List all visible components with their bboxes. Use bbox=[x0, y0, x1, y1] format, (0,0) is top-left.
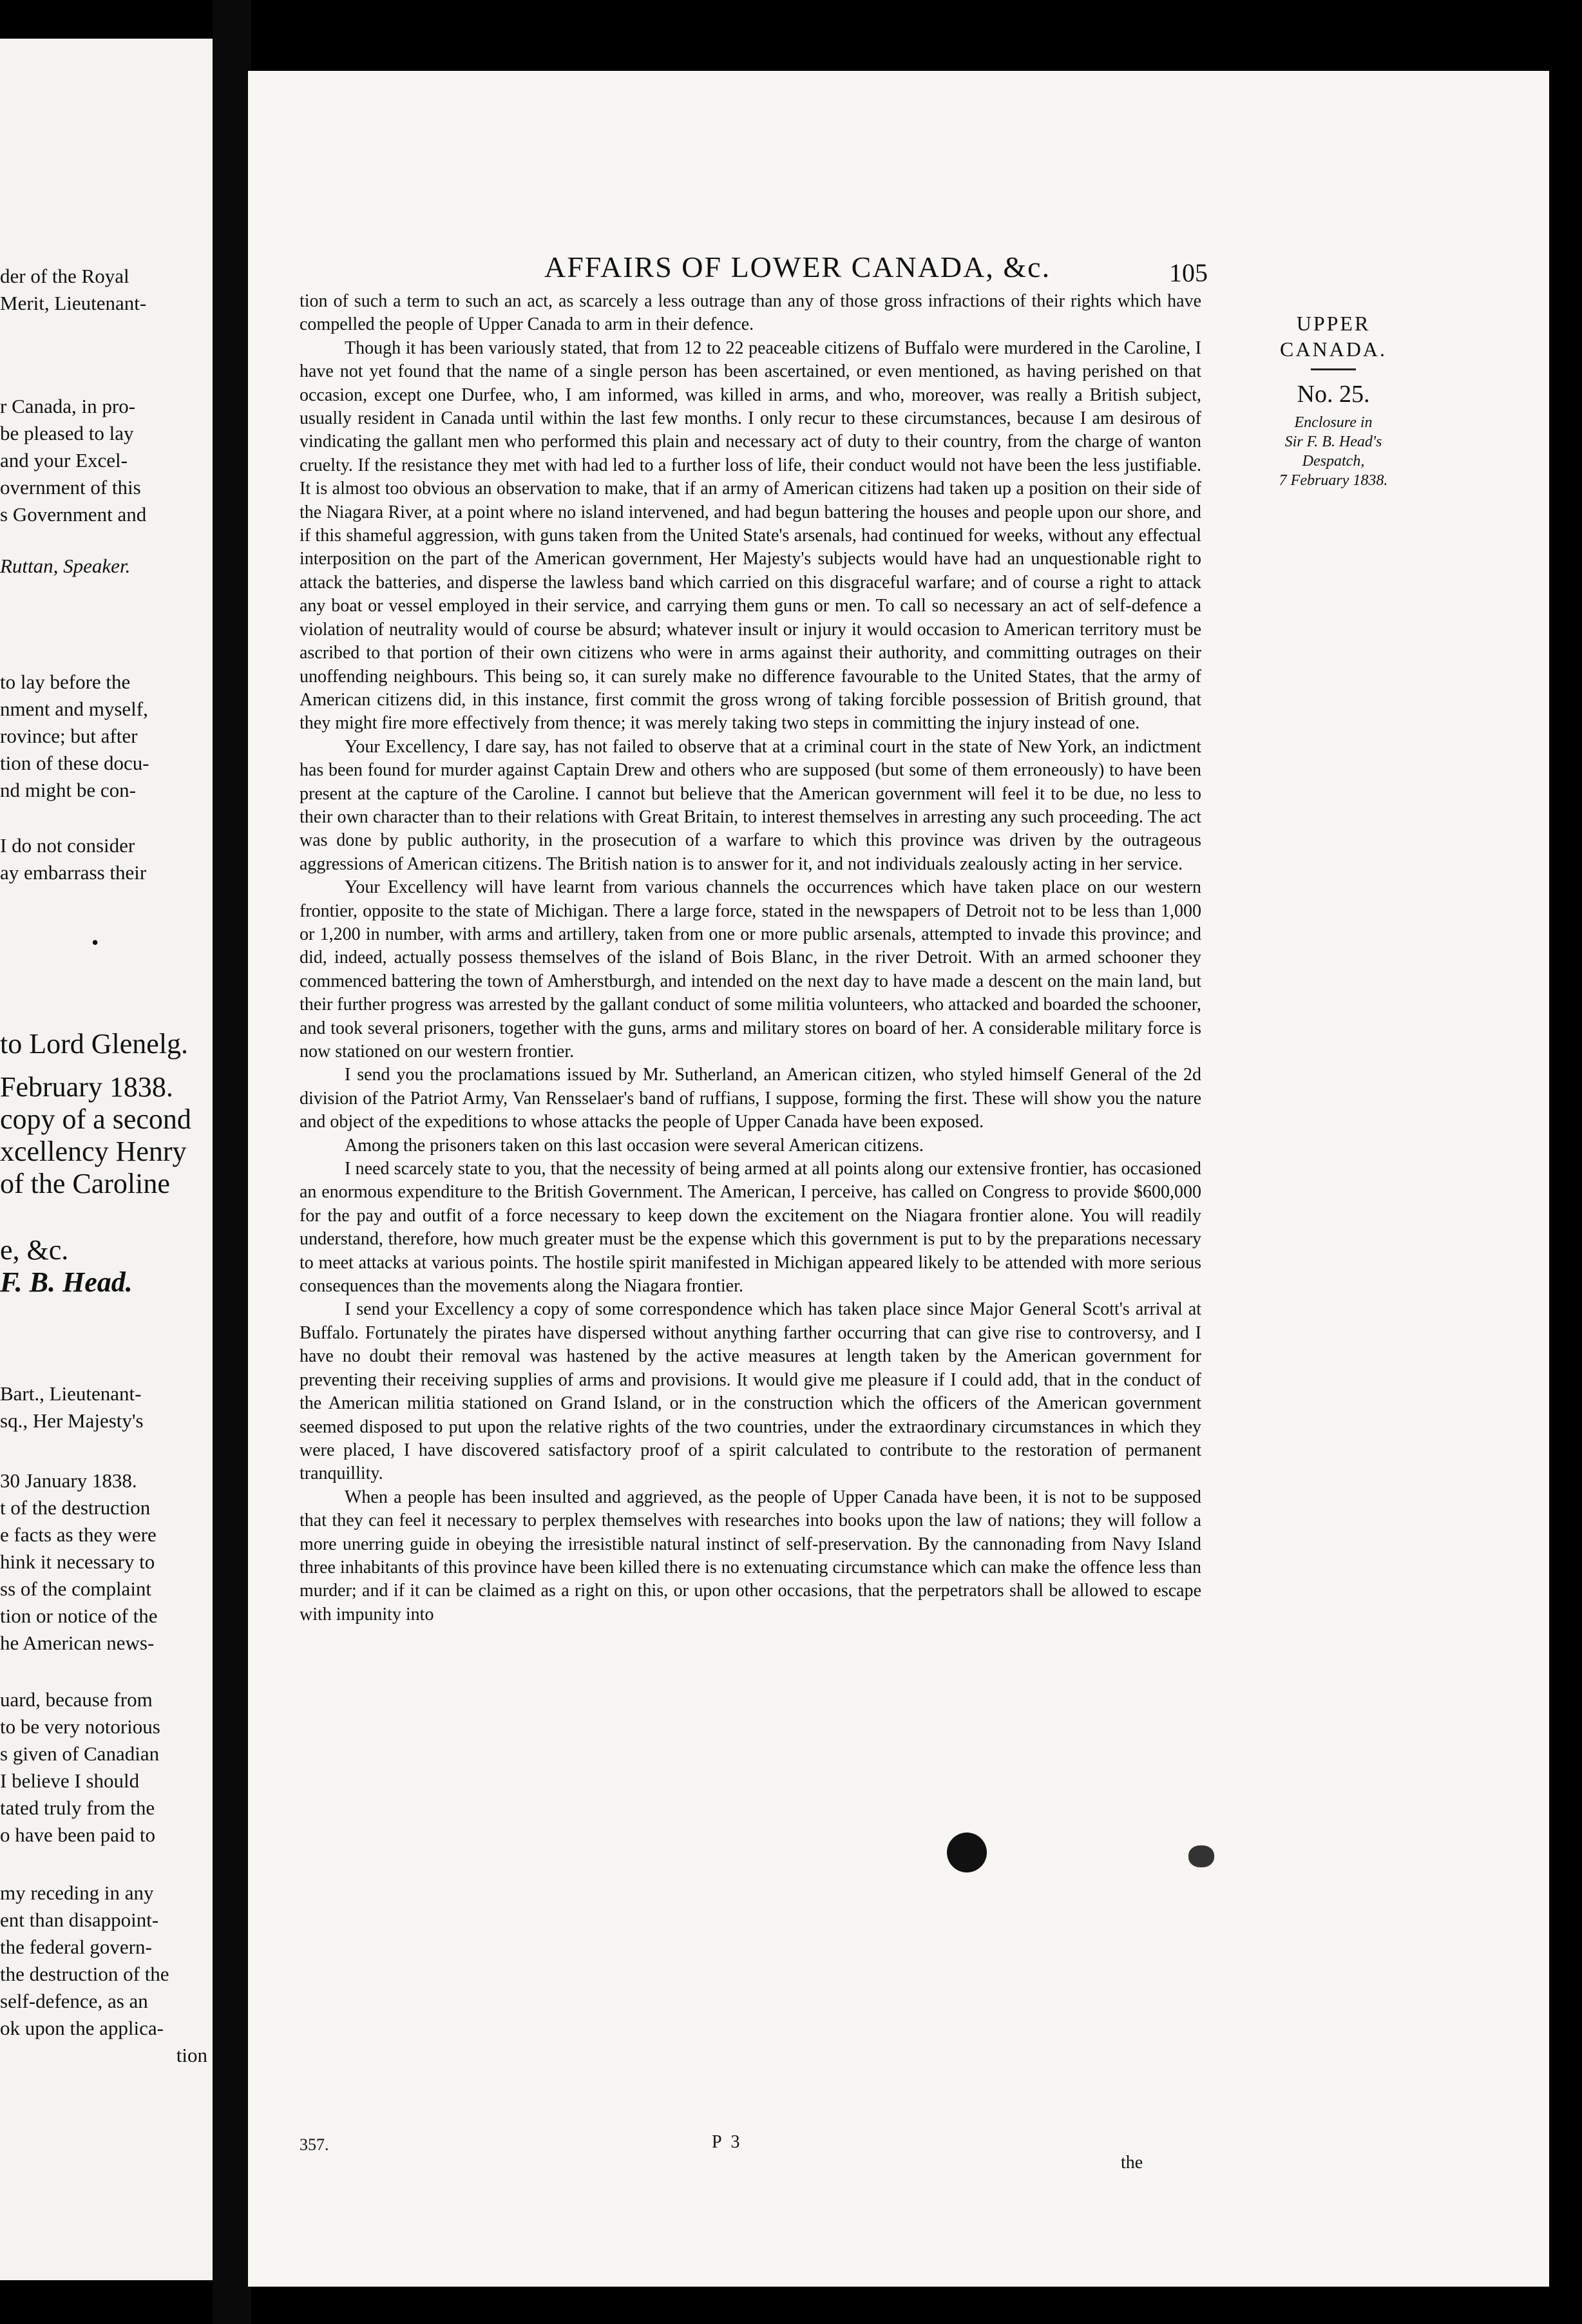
signature-mark: P 3 bbox=[712, 2132, 743, 2152]
paragraph: Though it has been variously stated, that from 12 to 22 peaceable citizens of Buffalo were murdered in the Caroline, I have not yet found that the name of a single person has been ascertained, or even mentioned, as having perished on that occasion, except one Durfee, who, I am informed, was killed in arms, and who, moreover, was really a British subject, usually resident in Canada until within the last few months. I only recur to these circumstances, because I am desirous of vindicating the gallant men who performed this plain and necessary act of duty to their country, from the charge of wanton cruelty. If the resistance they met with had led to a further loss of life, their conduct would not have been the less justifiable. It is almost too obvious an observation to make, that if an army of American citizens had taken up a position on their side of the Niagara River, at a point where no island intervened, and had begun battering the houses and people upon our shore, and if this shameful aggression, with guns taken from the United State's arsenals, had continued for weeks, without any effectual interposition on the part of the American government, Her Majesty's subjects would have had an unquestionable right to attack the batteries, and disperse the lawless band which carried on this disgraceful warfare; and of course a right to attack any boat or vessel employed in their service, and carrying them guns or men. To call so necessary an act of self-defence a violation of neutrality would of course be absurd; whatever insult or injury it would occasion to American territory must be ascribed to that portion of their own citizens who were in arms against their authority, and committing outrages on their unoffending neighbours. This being so, it can surely make no difference favourable to the United States, that the army of American citizens did, in this instance, first commit the gross wrong of taking forcible possession of British ground, that they might fire more effectively from thence; it was merely taking two steps in committing the injury instead of one. bbox=[300, 338, 1201, 734]
paragraph: Your Excellency, I dare say, has not failed to observe that at a criminal court in the state of New York, an indictment has been found for murder against Captain Drew and others who are supposed (but some of them erroneously) to have been present at the capture of the Caroline. I cannot but believe that the American government will feel it to be due, no less to their own character than to their relations with Great Britain, to interest themselves in arresting any such proceeding. The act was done by public authority, in the prosecution of a warfare to which this province was driven by the outrageous aggressions of American citizens. The British nation is to answer for it, and not individuals zealously acting in her service. bbox=[300, 736, 1201, 874]
facing-page-line: February 1838. bbox=[0, 1071, 173, 1103]
facing-page-line: the federal govern- bbox=[0, 1936, 152, 1958]
facing-page-line: uard, because from bbox=[0, 1688, 153, 1711]
ink-blot bbox=[947, 1833, 987, 1872]
margin-rule bbox=[1311, 368, 1356, 370]
ink-blot bbox=[1188, 1845, 1214, 1867]
paragraph: I send your Excellency a copy of some correspondence which has taken place since Major General Scott's arrival at Buffalo. Fortunately the pirates have dispersed without anything farther occurring that can give rise to controversy, and I have no doubt their removal was hastened by the active measures at length taken by the American government for preventing their receiving supplies of arms and provisions. It would give me pleasure if I could add, that in the conduct of the American militia stationed on Grand Island, or in the construction which the officers of the American government seemed disposed to put upon the relative rights of the two countries, under the extraordinary circumstances in which they were placed, I have discovered satisfactory proof of a spirit calculated to contribute to the restoration of permanent tranquillity. bbox=[300, 1299, 1201, 1484]
paragraph: When a people has been insulted and aggrieved, as the people of Upper Canada have been, it is not to be supposed that they can feel it necessary to perplex themselves with researches into books upon the law of nations; they will follow a more unerring guide in obeying the irresistible natural instinct of self-preservation. By the cannonading from Navy Island three inhabitants of this province have been killed there is no extenuating circumstance which can make the offence less than murder; and if it can be claimed as a right on this, or upon other occasions, that the perpetrators shall be allowed to escape with impunity into bbox=[300, 1487, 1201, 1624]
margin-section-line2: CANADA. bbox=[1280, 338, 1387, 361]
facing-page-line: nment and myself, bbox=[0, 698, 148, 720]
page-number: 105 bbox=[1169, 258, 1208, 287]
facing-page-line: s given of Canadian bbox=[0, 1742, 160, 1765]
margin-note bbox=[1224, 310, 1443, 490]
facing-page-line: der of the Royal bbox=[0, 265, 129, 287]
paragraph: I send you the proclamations issued by Mr. Sutherland, an American citizen, who styled himself General of the 2d division of the Patriot Army, Van Rensselaer's band of ruffians, I suppose, forming the first. These will show you the nature and object of the expeditions to whose attacks the people of Upper Canada have been exposed. bbox=[300, 1065, 1201, 1132]
enclosure-line2: Sir F. B. Head's bbox=[1284, 433, 1382, 450]
facing-page-line: to lay before the bbox=[0, 671, 131, 693]
document-page bbox=[248, 71, 1549, 2287]
facing-page-line: of the Caroline bbox=[0, 1168, 170, 1199]
enclosure-line4: 7 February 1838. bbox=[1279, 472, 1388, 489]
facing-page-line: I do not consider bbox=[0, 834, 135, 857]
facing-page-line: ent than disappoint- bbox=[0, 1909, 159, 1931]
facing-page-line: overnment of this bbox=[0, 476, 141, 499]
facing-page-line: the destruction of the bbox=[0, 1963, 169, 1985]
facing-page-line: self-defence, as an bbox=[0, 1990, 148, 2012]
facing-page-line: to Lord Glenelg. bbox=[0, 1028, 189, 1060]
paragraph: I need scarcely state to you, that the necessity of being armed at all points along our extensive frontier, has occasioned an enormous expenditure to the British Government. The American, I perceive, has called on Congress to provide $600,000 for the pay and outfit of a force necessary to keep down the excitement on the Niagara frontier alone. You will readily understand, therefore, how much greater must be the expense which this government is put to by the preparations necessary to meet attacks at various points. The hostile spirit manifested in Michigan appeared likely to be attended with more serious consequences than the movements along the Niagara frontier. bbox=[300, 1159, 1201, 1297]
facing-page-line: Merit, Lieutenant- bbox=[0, 292, 147, 314]
facing-page-line: nd might be con- bbox=[0, 779, 136, 801]
facing-page-fragment bbox=[0, 39, 213, 2280]
facing-page-line: F. B. Head. bbox=[0, 1266, 133, 1298]
running-head: AFFAIRS OF LOWER CANADA, &c. bbox=[544, 251, 1051, 283]
facing-page-line: r Canada, in pro- bbox=[0, 395, 136, 417]
facing-page-line: tion bbox=[176, 2044, 207, 2066]
facing-page-line: xcellency Henry bbox=[0, 1136, 187, 1167]
document-number: No. 25. bbox=[1297, 381, 1370, 408]
printer-mark: • bbox=[91, 931, 99, 954]
catchword: the bbox=[1121, 2153, 1143, 2173]
book-gutter bbox=[213, 0, 251, 2324]
facing-page-line: tated truly from the bbox=[0, 1796, 155, 1819]
facing-page-line: and your Excel- bbox=[0, 449, 128, 471]
facing-page-line: my receding in any bbox=[0, 1881, 154, 1904]
paragraph: Your Excellency will have learnt from various channels the occurrences which have taken place on our western frontier, opposite to the state of Michigan. There a large force, stated in the newspapers of Detroit not to be less than 1,000 or 1,200 in number, with arms and artillery, taken from one or more public arsenals, attempted to invade this province; and did, indeed, actually possess themselves of the island of Bois Blanc, in the river Detroit. With an armed schooner they commenced battering the town of Amherstburgh, and intended on the next day to have made a descent on the main land, but their further progress was arrested by the gallant conduct of some militia volunteers, who attacked and boarded the schooner, and took several prisoners, together with the guns, arms and military stores on board of her. A considerable military force is now stationed on our western frontier. bbox=[300, 877, 1201, 1062]
facing-page-line: he American news- bbox=[0, 1632, 155, 1654]
body-text bbox=[300, 290, 1201, 1626]
facing-page-line: be pleased to lay bbox=[0, 422, 134, 444]
facing-page-line: tion or notice of the bbox=[0, 1605, 158, 1627]
facing-page-line: rovince; but after bbox=[0, 725, 138, 747]
facing-page-line: sq., Her Majesty's bbox=[0, 1409, 144, 1432]
facing-page-line: s Government and bbox=[0, 503, 147, 526]
sheet-number: 357. bbox=[300, 2135, 329, 2154]
paragraph: tion of such a term to such an act, as scarcely a less outrage than any of those gross infractions of their rights which have compelled the people of Upper Canada to arm in their defence. bbox=[300, 291, 1201, 335]
facing-page-line: Bart., Lieutenant- bbox=[0, 1382, 142, 1405]
margin-section-line1: UPPER bbox=[1296, 312, 1371, 335]
facing-page-line: Ruttan, Speaker. bbox=[0, 555, 131, 577]
enclosure-line1: Enclosure in bbox=[1294, 414, 1373, 431]
paragraph: Among the prisoners taken on this last occasion were several American citizens. bbox=[345, 1135, 924, 1156]
facing-page-line: tion of these docu- bbox=[0, 752, 149, 774]
enclosure-line3: Despatch, bbox=[1302, 453, 1365, 470]
facing-page-line: ss of the complaint bbox=[0, 1577, 152, 1600]
facing-page-line: copy of a second bbox=[0, 1103, 191, 1135]
facing-page-line: 30 January 1838. bbox=[0, 1469, 137, 1492]
facing-page-line: I believe I should bbox=[0, 1769, 140, 1792]
facing-page-line: hink it necessary to bbox=[0, 1550, 155, 1573]
facing-page-line: ay embarrass their bbox=[0, 861, 147, 884]
facing-page-line: e, &c. bbox=[0, 1234, 69, 1266]
facing-page-line: o have been paid to bbox=[0, 1824, 156, 1846]
facing-page-line: t of the destruction bbox=[0, 1496, 151, 1519]
facing-page-line: to be very notorious bbox=[0, 1715, 160, 1738]
facing-page-line: ok upon the applica- bbox=[0, 2017, 164, 2039]
facing-page-line: e facts as they were bbox=[0, 1523, 157, 1546]
